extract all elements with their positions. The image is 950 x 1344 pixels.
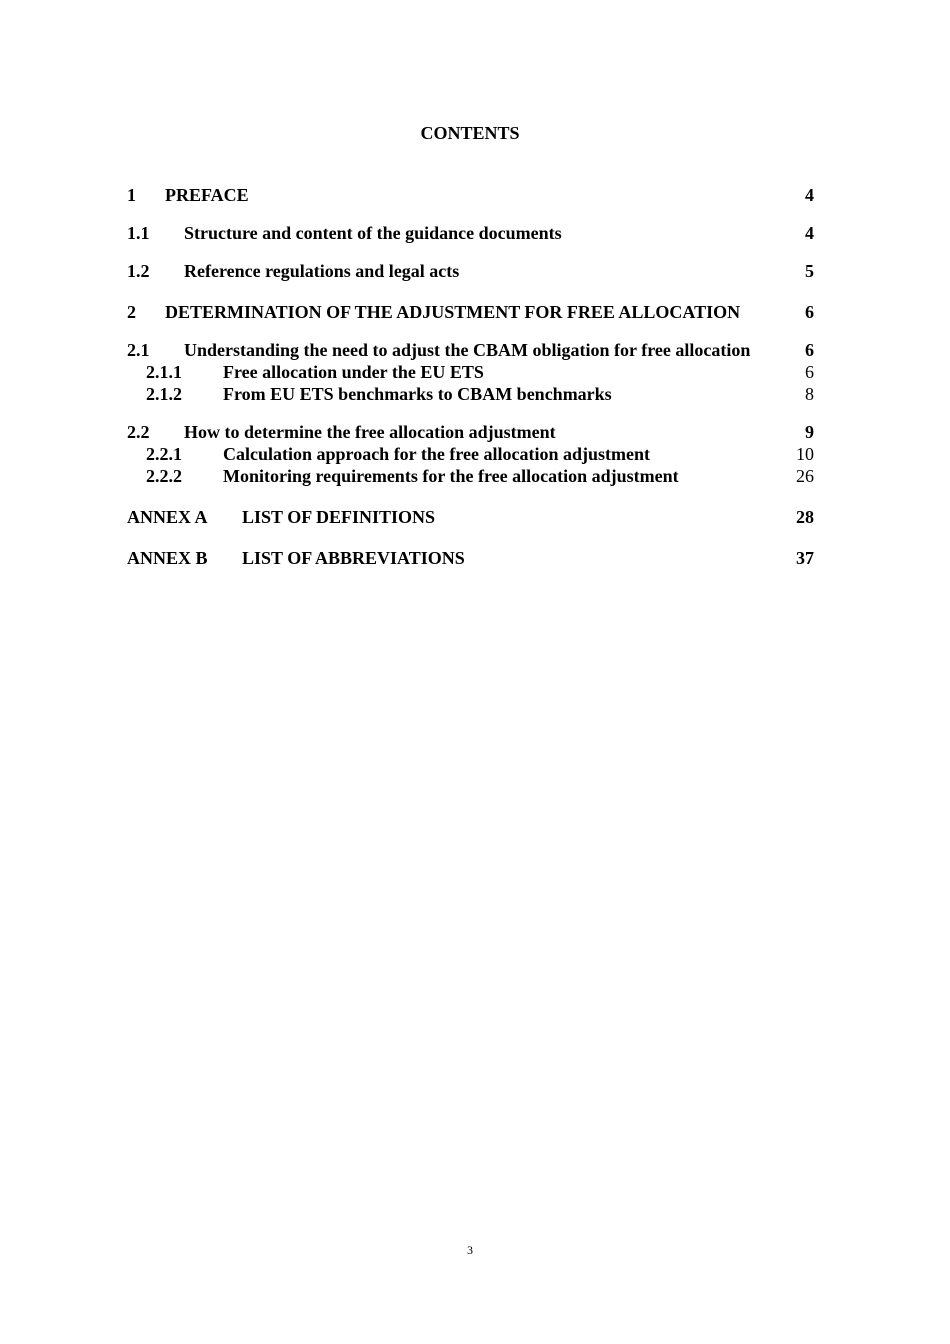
toc-entry-number: 1 (127, 185, 136, 205)
toc-entry[interactable] (127, 443, 814, 465)
toc-entry-number: 1.1 (127, 223, 150, 243)
toc-entry[interactable] (127, 383, 814, 405)
toc-entry-title[interactable]: Free allocation under the EU ETS (223, 362, 484, 382)
toc-entry[interactable] (127, 361, 814, 383)
toc-entry-number: 2.2.1 (146, 444, 182, 464)
toc-entry-title[interactable]: Understanding the need to adjust the CBAM obligation for free allocation (184, 340, 751, 360)
toc-entry-page: 6 (805, 302, 814, 322)
toc-entry-number: 1.2 (127, 261, 150, 281)
toc-entry-number: 2.1.1 (146, 362, 182, 382)
toc-entry-title[interactable]: From EU ETS benchmarks to CBAM benchmarks (223, 384, 612, 404)
toc-entry-title[interactable]: LIST OF DEFINITIONS (242, 507, 436, 527)
toc-entry-title[interactable]: PREFACE (165, 185, 249, 205)
toc-entry[interactable] (127, 421, 814, 443)
toc-entry-page: 26 (796, 466, 814, 486)
toc-entry-number: ANNEX B (127, 548, 208, 568)
toc-entry-page: 10 (796, 444, 814, 464)
toc-entry[interactable] (127, 260, 814, 282)
toc-entry-page: 37 (796, 548, 814, 568)
toc-entry-title[interactable]: Calculation approach for the free allocation adjustment (223, 444, 650, 464)
toc-entry-page: 6 (805, 340, 814, 360)
toc-entry-number: ANNEX A (127, 507, 208, 527)
contents-heading: CONTENTS (420, 123, 520, 143)
toc-entry[interactable] (127, 301, 814, 323)
toc-entry[interactable] (127, 547, 814, 569)
toc-entry-page: 9 (805, 422, 814, 442)
toc-entry[interactable] (127, 222, 814, 244)
toc-entry-title[interactable]: LIST OF ABBREVIATIONS (242, 548, 465, 568)
toc-entry-title[interactable]: Reference regulations and legal acts (184, 261, 460, 281)
toc-entry-title[interactable]: DETERMINATION OF THE ADJUSTMENT FOR FREE ALLOCATION (165, 302, 741, 322)
toc-entry-number: 2.2.2 (146, 466, 182, 486)
toc-entry-page: 4 (805, 185, 814, 205)
toc-entry-title[interactable]: Structure and content of the guidance documents (184, 223, 562, 243)
toc-entry-number: 2 (127, 302, 136, 322)
toc-entry-page: 6 (805, 362, 814, 382)
toc-entry-page: 5 (805, 261, 814, 281)
toc-entry-number: 2.1 (127, 340, 150, 360)
page-number: 3 (467, 1243, 473, 1257)
toc-entry-page: 4 (805, 223, 814, 243)
toc-entry-page: 8 (805, 384, 814, 404)
toc-entry-title[interactable]: Monitoring requirements for the free allocation adjustment (223, 466, 679, 486)
toc-entry-title[interactable]: How to determine the free allocation adjustment (184, 422, 556, 442)
toc-entry[interactable] (127, 506, 814, 528)
toc-entry-number: 2.2 (127, 422, 150, 442)
toc-entry-page: 28 (796, 507, 814, 527)
toc-entry[interactable] (127, 184, 814, 206)
toc-entry[interactable] (127, 339, 814, 361)
toc-entry[interactable] (127, 465, 814, 487)
toc-entry-number: 2.1.2 (146, 384, 182, 404)
